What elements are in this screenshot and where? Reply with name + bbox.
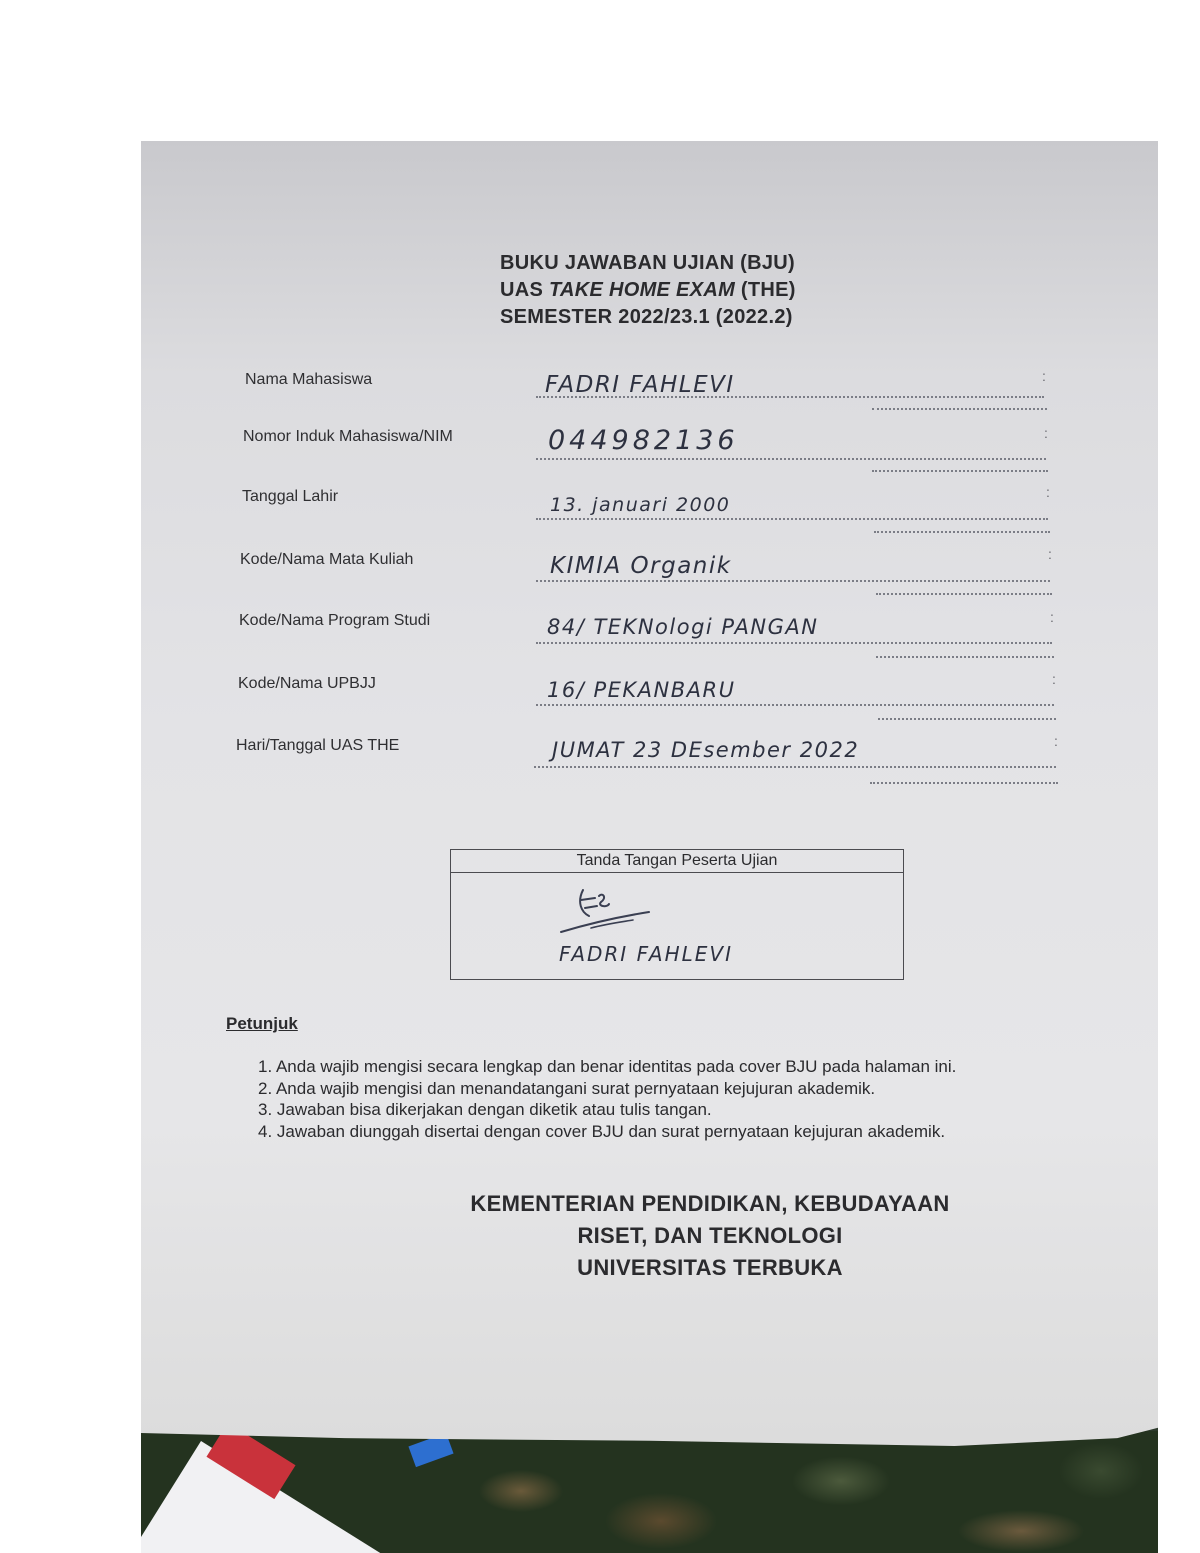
document-title bbox=[500, 250, 900, 331]
field-value-nama: FADRI FAHLEVI bbox=[545, 372, 735, 398]
instructions-title: Petunjuk bbox=[226, 1014, 298, 1033]
field-label-upbjj: Kode/Nama UPBJJ bbox=[238, 675, 376, 692]
field-underline bbox=[536, 458, 1046, 460]
field-underline-short bbox=[874, 531, 1050, 533]
instructions-list bbox=[258, 1056, 956, 1142]
signature-name: FADRI FAHLEVI bbox=[559, 942, 733, 966]
institution-footer bbox=[440, 1188, 980, 1284]
field-underline bbox=[536, 704, 1054, 706]
instruction-item: 2. Anda wajib mengisi dan menandatangani surat pernyataan kejujuran akademik. bbox=[258, 1078, 876, 1098]
field-underline-short bbox=[872, 408, 1047, 410]
field-label-hari-tanggal: Hari/Tanggal UAS THE bbox=[236, 737, 400, 754]
title-line-2: UAS TAKE HOME EXAM (THE) bbox=[500, 279, 796, 301]
field-underline-short bbox=[872, 470, 1048, 472]
field-underline bbox=[534, 766, 1056, 768]
field-label-program-studi: Kode/Nama Program Studi bbox=[239, 612, 431, 629]
field-underline bbox=[536, 518, 1048, 520]
field-colon: : bbox=[1042, 368, 1046, 384]
field-underline bbox=[536, 580, 1050, 582]
field-label-nama: Nama Mahasiswa bbox=[245, 371, 373, 388]
field-label-mata-kuliah: Kode/Nama Mata Kuliah bbox=[240, 551, 414, 568]
field-underline-short bbox=[876, 593, 1052, 595]
signature-box-header: Tanda Tangan Peserta Ujian bbox=[451, 850, 903, 873]
handwritten-signature bbox=[551, 882, 661, 942]
title-line-1: BUKU JAWABAN UJIAN (BJU) bbox=[500, 252, 795, 274]
field-label-nim: Nomor Induk Mahasiswa/NIM bbox=[243, 428, 453, 445]
field-value-nim: 044982136 bbox=[548, 425, 739, 456]
field-colon: : bbox=[1044, 425, 1048, 441]
field-underline bbox=[536, 642, 1052, 644]
field-value-upbjj: 16/ PEKANBARU bbox=[547, 678, 736, 702]
field-label-tanggal-lahir: Tanggal Lahir bbox=[242, 488, 339, 505]
field-colon: : bbox=[1052, 671, 1056, 687]
footer-line-3: UNIVERSITAS TERBUKA bbox=[577, 1255, 843, 1280]
field-colon: : bbox=[1046, 484, 1050, 500]
field-colon: : bbox=[1048, 546, 1052, 562]
footer-line-1: KEMENTERIAN PENDIDIKAN, KEBUDAYAAN bbox=[470, 1191, 950, 1216]
field-underline-short bbox=[876, 656, 1054, 658]
field-underline-short bbox=[878, 718, 1056, 720]
field-colon: : bbox=[1050, 609, 1054, 625]
field-value-hari-tanggal: JUMAT 23 DEsember 2022 bbox=[552, 738, 860, 762]
title-line-3: SEMESTER 2022/23.1 (2022.2) bbox=[500, 306, 793, 328]
field-value-tanggal-lahir: 13. januari 2000 bbox=[550, 494, 731, 516]
field-value-mata-kuliah: KIMIA Organik bbox=[550, 553, 732, 579]
signature-box bbox=[450, 849, 904, 980]
instruction-item: 1. Anda wajib mengisi secara lengkap dan benar identitas pada cover BJU pada halaman ini. bbox=[258, 1057, 957, 1076]
field-underline bbox=[536, 396, 1044, 398]
field-colon: : bbox=[1054, 733, 1058, 749]
footer-line-2: RISET, DAN TEKNOLOGI bbox=[577, 1223, 843, 1248]
field-underline-short bbox=[870, 782, 1058, 784]
instruction-item: 3. Jawaban bisa dikerjakan dengan diketik atau tulis tangan. bbox=[258, 1100, 712, 1119]
instruction-item: 4. Jawaban diunggah disertai dengan cover BJU dan surat pernyataan kejujuran akademik. bbox=[258, 1121, 946, 1141]
field-value-program-studi: 84/ TEKNologi PANGAN bbox=[547, 615, 819, 639]
